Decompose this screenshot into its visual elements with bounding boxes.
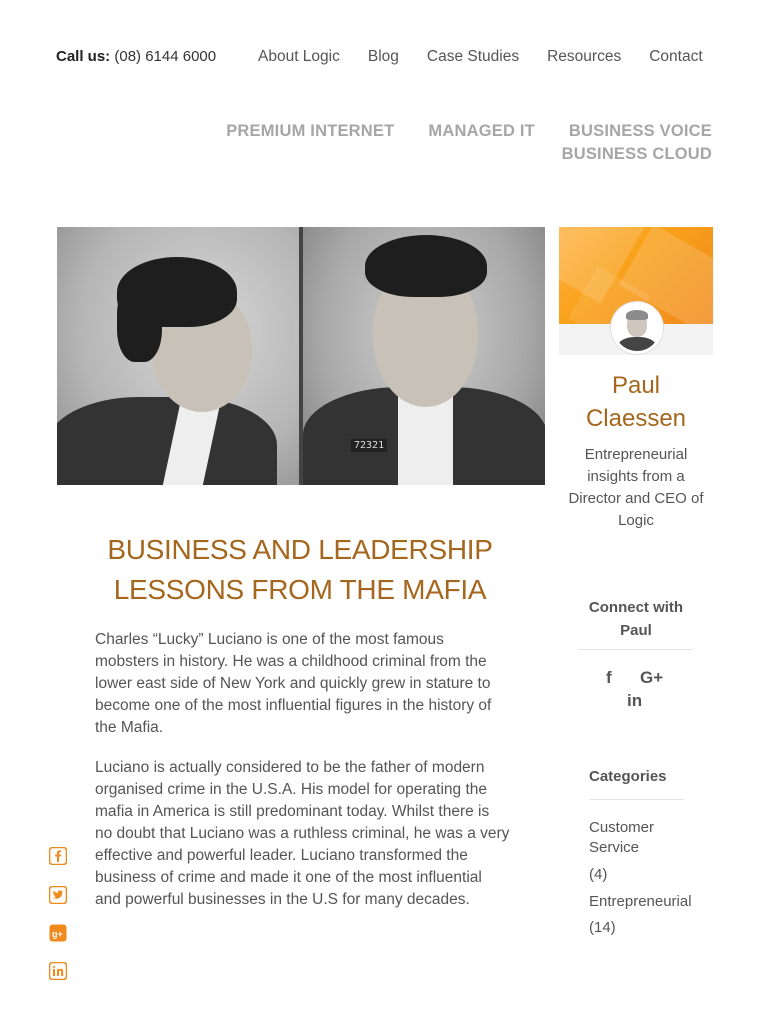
call-us[interactable] — [56, 48, 216, 65]
author-tagline: Entrepreneurial insights from a Director and CEO of Logic — [568, 446, 704, 529]
nav-about-logic[interactable]: About Logic — [258, 48, 340, 65]
nav-premium-internet[interactable]: PREMIUM INTERNET — [226, 122, 395, 140]
article-title: BUSINESS AND LEADERSHIP LESSONS FROM THE MAFIA — [107, 534, 493, 605]
category-count: (14) — [589, 919, 616, 936]
facebook-icon[interactable] — [49, 847, 67, 865]
author-name[interactable] — [560, 369, 712, 435]
connect-heading: Connect with Paul — [588, 599, 684, 639]
profile-photo-front — [303, 227, 545, 485]
author-first-name: Paul — [611, 372, 661, 399]
google-plus-icon[interactable]: G+ — [640, 668, 664, 687]
author-avatar[interactable] — [611, 302, 663, 354]
divider — [589, 799, 684, 800]
svg-text:g+: g+ — [52, 929, 63, 939]
linkedin-icon[interactable] — [49, 962, 67, 980]
article-paragraph: Luciano is actually considered to be the father of modern organised crime in the U.S.A. His model for operating the mafia in America is still predominant today. Whilst there is no doubt that Luciano was a ruthless criminal, he was a very effective and powerful leader. Luciano transformed the business of crime and made it one of the most influential and powerful businesses in the U.S for many decades. — [95, 759, 510, 908]
prisoner-tag: 72321 — [351, 439, 387, 452]
categories-heading: Categories — [589, 768, 667, 785]
top-bar — [56, 46, 708, 68]
category-entrepreneurial[interactable]: Entrepreneurial — [589, 893, 692, 910]
nav-business-cloud[interactable]: BUSINESS CLOUD — [561, 145, 712, 163]
nav-case-studies[interactable]: Case Studies — [426, 48, 520, 65]
divider — [578, 649, 693, 650]
nav-resources[interactable]: Resources — [547, 48, 622, 65]
facebook-icon[interactable]: f — [606, 668, 612, 687]
category-customer-service[interactable]: Customer Service — [589, 819, 655, 856]
google-plus-icon[interactable] — [49, 924, 67, 942]
nav-business-voice[interactable]: BUSINESS VOICE — [568, 122, 712, 140]
article-paragraph: Charles “Lucky” Luciano is one of the most famous mobsters in history. He was a childhood criminal from the lower east side of New York and quickly grew in stature to become one of the most influential figures in the history of the Mafia. — [95, 631, 492, 736]
profile-photo-side — [57, 227, 299, 485]
top-nav — [258, 48, 703, 66]
phone-number[interactable]: (08) 6144 6000 — [114, 48, 217, 65]
hero-image — [57, 227, 545, 485]
nav-managed-it[interactable]: MANAGED IT — [428, 122, 535, 140]
call-us-label: Call us: — [56, 48, 111, 65]
main-nav — [226, 120, 712, 166]
category-count: (4) — [589, 866, 608, 883]
nav-contact[interactable]: Contact — [649, 48, 703, 65]
linkedin-icon[interactable]: in — [627, 691, 643, 710]
twitter-icon[interactable] — [49, 886, 67, 904]
nav-blog[interactable]: Blog — [367, 48, 399, 65]
author-last-name: Claessen — [585, 405, 687, 432]
